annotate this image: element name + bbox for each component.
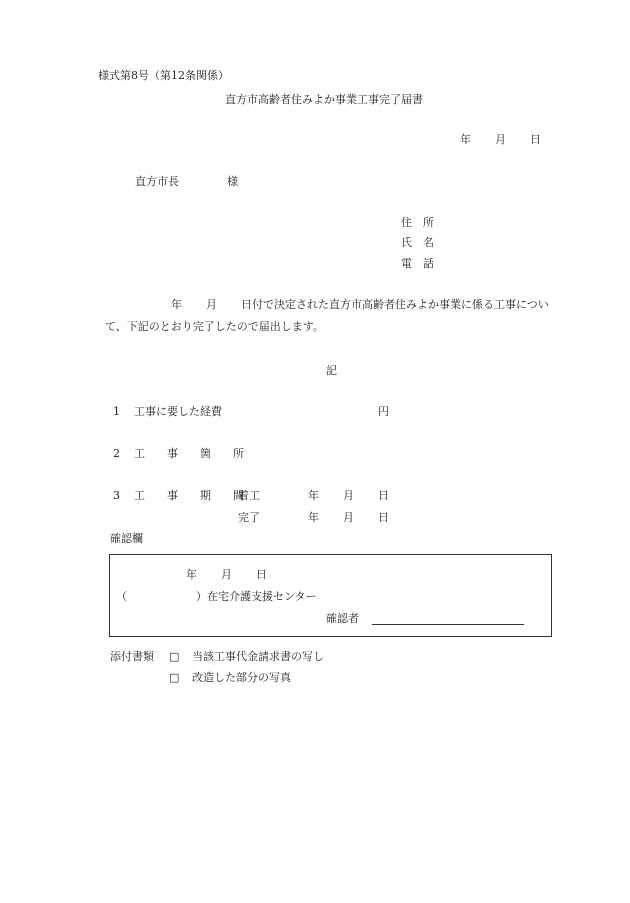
confirmer-label: 確認者 bbox=[326, 612, 359, 625]
attachment-item-1: 当該工事代金請求書の写し bbox=[192, 650, 324, 663]
period-end-month: 月 bbox=[343, 511, 354, 524]
body-line-1-text: 日付で決定された直方市高齢者住みよか事業に係る工事につい bbox=[241, 298, 549, 311]
item-cost-number: 1 bbox=[113, 405, 120, 418]
attachments-label: 添付書類 bbox=[110, 650, 154, 663]
confirmer-signature-line bbox=[372, 624, 524, 625]
period-end-row bbox=[238, 512, 389, 523]
addressee-honorific: 様 bbox=[227, 175, 238, 188]
item-period-number: 3 bbox=[113, 489, 120, 502]
confirmation-month-label: 月 bbox=[221, 568, 232, 581]
addressee-name: 直方市長 bbox=[135, 175, 179, 188]
item-period-label: 工 事 期 間 bbox=[134, 489, 244, 502]
attachment-checkbox-2[interactable]: □ bbox=[169, 671, 180, 684]
date-month-label: 月 bbox=[495, 133, 506, 146]
item-location-number: 2 bbox=[113, 447, 120, 460]
period-end-day: 日 bbox=[378, 511, 389, 524]
date-year-label: 年 bbox=[460, 133, 471, 146]
date-day-label: 日 bbox=[530, 133, 541, 146]
support-center-label: ）在宅介護支援センター bbox=[196, 590, 317, 603]
period-start-row bbox=[238, 490, 389, 501]
period-end-label: 完了 bbox=[238, 511, 260, 524]
form-title: 直方市高齢者住みよか事業工事完了届書 bbox=[225, 93, 423, 106]
attachment-item-2: 改造した部分の写真 bbox=[192, 671, 291, 684]
applicant-name-label: 氏 名 bbox=[401, 236, 434, 249]
item-cost-unit: 円 bbox=[378, 405, 389, 418]
body-line-1 bbox=[171, 299, 549, 310]
item-cost-label: 工事に要した経費 bbox=[134, 405, 222, 418]
period-start-year: 年 bbox=[308, 489, 319, 502]
form-number: 様式第8号（第12条関係） bbox=[98, 69, 229, 82]
confirmation-day-label: 日 bbox=[256, 568, 267, 581]
period-start-label: 着工 bbox=[238, 489, 260, 502]
confirmation-date bbox=[186, 569, 267, 580]
applicant-address-label: 住 所 bbox=[401, 216, 434, 229]
period-end-year: 年 bbox=[308, 511, 319, 524]
period-start-month: 月 bbox=[343, 489, 354, 502]
attachment-checkbox-1[interactable]: □ bbox=[169, 650, 180, 663]
period-start-day: 日 bbox=[378, 489, 389, 502]
confirmation-year-label: 年 bbox=[186, 568, 197, 581]
applicant-phone-label: 電 話 bbox=[401, 257, 434, 270]
body-line-2: て、下記のとおり完了したので届出します。 bbox=[105, 320, 324, 333]
body-month-label: 月 bbox=[206, 298, 217, 311]
confirmation-heading: 確認欄 bbox=[110, 532, 143, 545]
addressee bbox=[135, 176, 238, 187]
body-year-label: 年 bbox=[171, 298, 182, 311]
support-center-paren-open: （ bbox=[116, 590, 127, 603]
submission-date bbox=[460, 134, 541, 145]
item-location-label: 工 事 箇 所 bbox=[134, 447, 244, 460]
ki-heading: 記 bbox=[326, 364, 337, 377]
